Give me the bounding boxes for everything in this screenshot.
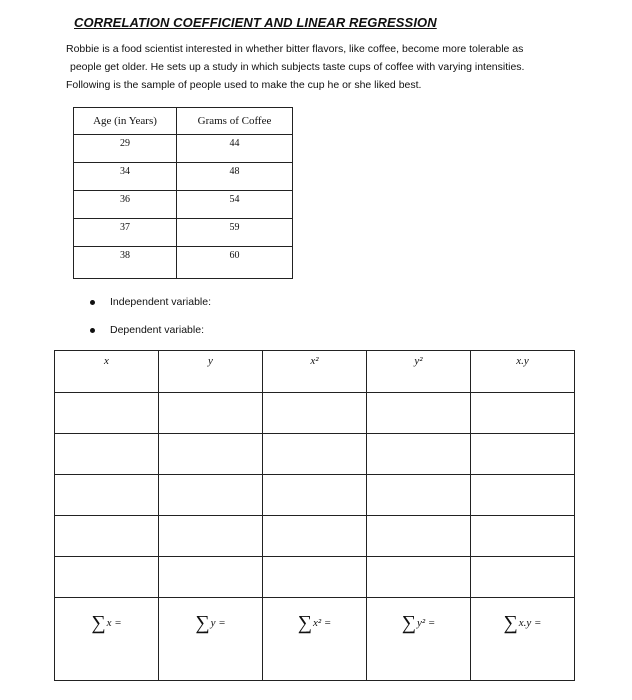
variable-bullets	[90, 288, 211, 344]
x-squared-column-header: x²	[263, 351, 367, 393]
list-item	[90, 288, 211, 316]
table-row	[55, 475, 575, 516]
y-column-header: y	[159, 351, 263, 393]
calc-header-row	[55, 351, 575, 393]
blank-cell	[159, 393, 263, 434]
blank-cell	[55, 475, 159, 516]
blank-cell	[471, 516, 575, 557]
sigma-icon: ∑	[297, 612, 312, 634]
blank-cell	[159, 516, 263, 557]
blank-cell	[471, 475, 575, 516]
blank-cell	[263, 557, 367, 598]
blank-cell	[471, 393, 575, 434]
sample-data-table	[73, 107, 293, 279]
blank-cell	[55, 434, 159, 475]
blank-cell	[471, 434, 575, 475]
table-row	[74, 219, 293, 247]
coffee-cell: 54	[177, 191, 293, 219]
y-squared-column-header: y²	[367, 351, 471, 393]
sum-y-label: y =	[210, 617, 226, 629]
table-row	[55, 557, 575, 598]
sigma-icon: ∑	[91, 612, 106, 634]
blank-cell	[263, 434, 367, 475]
blank-cell	[159, 557, 263, 598]
blank-cell	[367, 393, 471, 434]
intro-line-3: Following is the sample of people used to make the cup he or she liked best.	[66, 79, 422, 91]
worksheet-title: CORRELATION COEFFICIENT AND LINEAR REGRESSION	[74, 15, 437, 30]
sigma-icon: ∑	[401, 612, 416, 634]
coffee-cell: 60	[177, 247, 293, 279]
blank-cell	[367, 475, 471, 516]
table-row	[74, 135, 293, 163]
blank-cell	[263, 475, 367, 516]
intro-line-1: Robbie is a food scientist interested in whether bitter flavors, like coffee, become more tolerable as	[66, 43, 524, 55]
blank-cell	[159, 434, 263, 475]
table-row	[55, 516, 575, 557]
xy-column-header: x.y	[471, 351, 575, 393]
bullet-icon	[90, 328, 95, 333]
table-row	[74, 247, 293, 279]
age-cell: 29	[74, 135, 177, 163]
coffee-cell: 44	[177, 135, 293, 163]
sigma-icon: ∑	[503, 612, 518, 634]
blank-cell	[55, 516, 159, 557]
age-cell: 36	[74, 191, 177, 219]
age-cell: 37	[74, 219, 177, 247]
coffee-cell: 48	[177, 163, 293, 191]
age-column-header: Age (in Years)	[74, 108, 177, 135]
coffee-column-header: Grams of Coffee	[177, 108, 293, 135]
x-column-header: x	[55, 351, 159, 393]
sum-y-squared-cell	[367, 598, 471, 681]
age-cell: 38	[74, 247, 177, 279]
sum-y-cell	[159, 598, 263, 681]
blank-cell	[55, 393, 159, 434]
calculation-table	[54, 350, 575, 681]
bullet-icon	[90, 300, 95, 305]
independent-variable-label: Independent variable:	[110, 296, 211, 308]
sum-xy-label: x.y =	[518, 617, 542, 629]
blank-cell	[263, 393, 367, 434]
sigma-icon: ∑	[195, 612, 210, 634]
sum-row	[55, 598, 575, 681]
blank-cell	[367, 516, 471, 557]
sum-x-squared-label: x² =	[312, 617, 332, 629]
list-item	[90, 316, 211, 344]
sum-xy-cell	[471, 598, 575, 681]
intro-paragraph	[66, 40, 586, 94]
blank-cell	[471, 557, 575, 598]
coffee-cell: 59	[177, 219, 293, 247]
sum-x-label: x =	[106, 617, 122, 629]
sum-x-squared-cell	[263, 598, 367, 681]
table-header-row	[74, 108, 293, 135]
table-row	[74, 191, 293, 219]
dependent-variable-label: Dependent variable:	[110, 324, 204, 336]
blank-cell	[159, 475, 263, 516]
table-row	[55, 434, 575, 475]
blank-cell	[367, 434, 471, 475]
blank-cell	[55, 557, 159, 598]
table-row	[55, 393, 575, 434]
blank-cell	[367, 557, 471, 598]
age-cell: 34	[74, 163, 177, 191]
intro-line-2: people get older. He sets up a study in which subjects taste cups of coffee with varying intensities.	[70, 61, 525, 73]
sum-x-cell	[55, 598, 159, 681]
table-row	[74, 163, 293, 191]
blank-cell	[263, 516, 367, 557]
sum-y-squared-label: y² =	[416, 617, 436, 629]
